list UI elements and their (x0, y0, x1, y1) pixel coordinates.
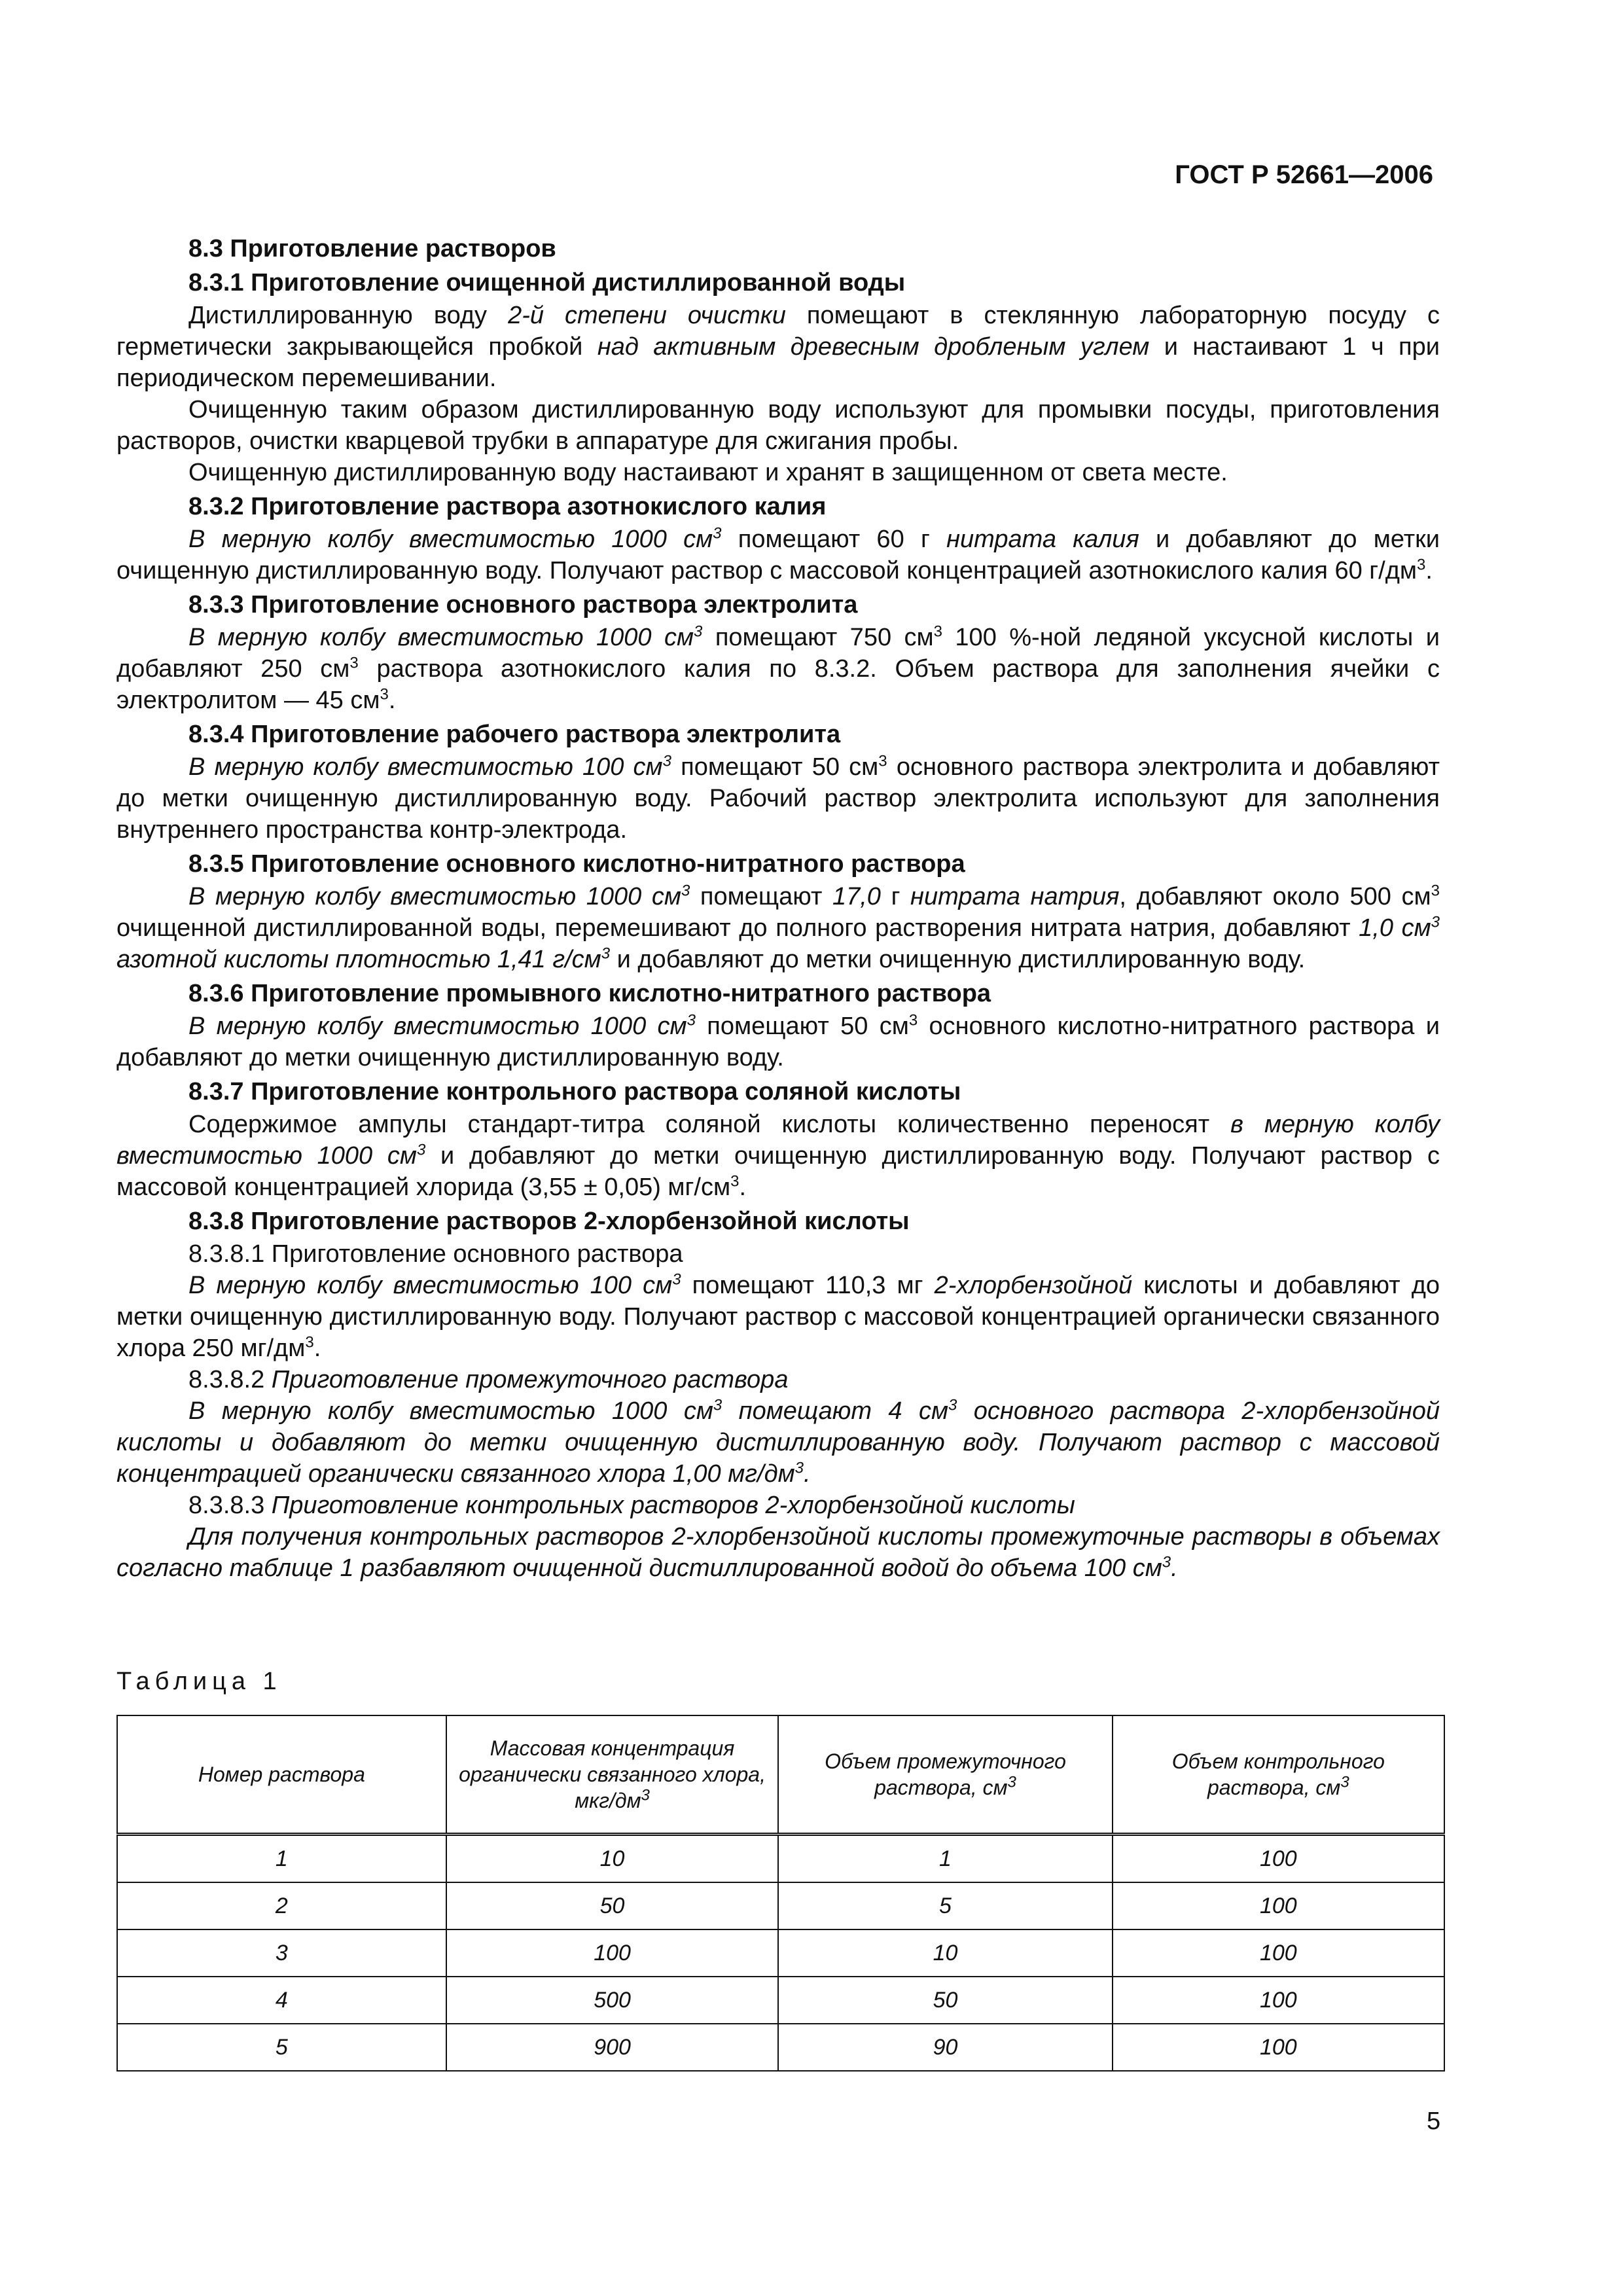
section-8-3-1-paragraph-2: Очищенную таким образом дистиллированную воду используют для промывки посуды, приготовления растворов, очистки кварцевой трубки в аппаратуре для сжигания пробы. (116, 396, 1440, 455)
section-8-3-3-heading: 8.3.3 Приготовление основного раствора электролита (188, 591, 858, 619)
table-cell: 5 (778, 1882, 1112, 1929)
section-8-3-8-1-heading: 8.3.8.1 Приготовление основного раствора (188, 1240, 683, 1268)
section-8-3-3-paragraph: В мерную колбу вместимостью 1000 $см^3$ помещают 750 $см^3$ 100 %-ной ледяной уксусной кислоты и добавляют 250 $см^3$ раствора азотнокислого калия по 8.3.2. Объем раствора для заполнения ячейки с электролитом — 45 $см^3$. (116, 622, 1440, 714)
table-cell: 900 (446, 2024, 779, 2071)
header-solution-number: Номер раствора (117, 1715, 446, 1835)
header-control-volume: Объем контрольного раствора, $см^3$ (1113, 1715, 1444, 1835)
section-8-3-5-heading: 8.3.5 Приготовление основного кислотно-нитратного раствора (188, 850, 965, 878)
table-row (117, 1835, 1444, 1883)
table-cell: 2 (117, 1882, 446, 1929)
page-number: 5 (1427, 2108, 1441, 2135)
data-table (116, 1715, 1445, 2072)
section-8-3-4-paragraph: В мерную колбу вместимостью 100 $см^3$ помещают 50 $см^3$ основного раствора электролита и добавляют до метки очищенную дистиллированную воду. Рабочий раствор электролита используют для заполнения внутреннего пространства контр-электрода. (116, 752, 1440, 844)
table-cell: 90 (778, 2024, 1112, 2071)
section-8-3-8-2-heading: 8.3.8.2 Приготовление промежуточного раствора (188, 1366, 789, 1393)
table-row (117, 1929, 1444, 1977)
table-cell: 3 (117, 1929, 446, 1977)
section-8-3-5-paragraph: В мерную колбу вместимостью 1000 $см^3$ помещают 17,0 г нитрата натрия, добавляют около 500 $см^3$ очищенной дистиллированной воды, перемешивают до полного растворения нитрата натрия, добавляют 1,0 $см^3$ азотной кислоты плотностью 1,41 $г/см^3$ и добавляют до метки очищенную дистиллированную воду. (116, 882, 1440, 973)
table-cell: 500 (446, 1977, 779, 2024)
section-8-3-7-heading: 8.3.7 Приготовление контрольного раствора соляной кислоты (188, 1078, 961, 1105)
document-body (116, 230, 1440, 1584)
table-cell: 100 (1113, 1929, 1444, 1977)
table-cell: 100 (446, 1929, 779, 1977)
table-cell: 10 (778, 1929, 1112, 1977)
section-8-3-1-paragraph-1: Дистиллированную воду 2-й степени очистки помещают в стеклянную лабораторную посуду с герметически закрывающейся пробкой над активным древесным дробленым углем и настаивают 1 ч при периодическом перемешивании. (116, 302, 1440, 392)
section-8-3-8-heading: 8.3.8 Приготовление растворов 2-хлорбензойной кислоты (188, 1208, 910, 1235)
table-cell: 5 (117, 2024, 446, 2071)
section-8-3-1-paragraph-3: Очищенную дистиллированную воду настаивают и хранят в защищенном от света месте. (188, 459, 1228, 486)
section-8-3-7-paragraph: Содержимое ампулы стандарт-титра соляной кислоты количественно переносят в мерную колбу вместимостью 1000 $см^3$ и добавляют до метки очищенную дистиллированную воду. Получают раствор с массовой концентрацией хлорида (3,55 ± 0,05) $мг/см^3$. (116, 1111, 1440, 1201)
standard-number: ГОСТ Р 52661—2006 (1175, 160, 1433, 189)
table-cell: 100 (1113, 1977, 1444, 2024)
section-8-3-8-1-paragraph: В мерную колбу вместимостью 100 $см^3$ помещают 110,3 мг 2-хлорбензойной кислоты и добавляют до метки очищенную дистиллированную воду. Получают раствор с массовой концентрацией органически связанного хлора 250 $мг/дм^3$. (116, 1270, 1440, 1362)
table-cell: 100 (1113, 1835, 1444, 1883)
header-intermediate-volume: Объем промежуточного раствора, $см^3$ (778, 1715, 1112, 1835)
section-8-3-8-3-heading: 8.3.8.3 Приготовление контрольных растворов 2-хлорбензойной кислоты (188, 1492, 1075, 1519)
section-8-3-8-2-paragraph: В мерную колбу вместимостью 1000 $см^3$ помещают 4 $см^3$ основного раствора 2-хлорбензойной кислоты и добавляют до метки очищенную дистиллированную воду. Получают раствор с массовой концентрацией органически связанного хлора 1,00 $мг/дм^3$. (116, 1396, 1440, 1488)
section-8-3-1-heading: 8.3.1 Приготовление очищенной дистиллированной воды (188, 269, 906, 296)
table-cell: 100 (1113, 2024, 1444, 2071)
section-8-3-8-3-paragraph: Для получения контрольных растворов 2-хлорбензойной кислоты промежуточные растворы в объемах согласно таблице 1 разбавляют очищенной дистиллированной водой до объема 100 $см^3$. (116, 1523, 1440, 1582)
section-8-3-6-paragraph: В мерную колбу вместимостью 1000 $см^3$ помещают 50 $см^3$ основного кислотно-нитратного раствора и добавляют до метки очищенную дистиллированную воду. (116, 1011, 1440, 1071)
section-8-3-2-paragraph: В мерную колбу вместимостью 1000 $см^3$ помещают 60 г нитрата калия и добавляют до метки очищенную дистиллированную воду. Получают раствор с массовой концентрацией азотнокислого калия 60 $г/дм^3$. (116, 524, 1440, 584)
section-8-3-4-heading: 8.3.4 Приготовление рабочего раствора электролита (188, 721, 841, 748)
table-cell: 1 (117, 1835, 446, 1883)
section-8-3-heading: 8.3 Приготовление растворов (188, 235, 556, 262)
table-row (117, 2024, 1444, 2071)
table-cell: 100 (1113, 1882, 1444, 1929)
table-caption: Таблица 1 (116, 1668, 282, 1695)
header-concentration: Массовая концентрация органически связанного хлора, мкг/$дм^3$ (446, 1715, 779, 1835)
table-row (117, 1977, 1444, 2024)
table-cell: 1 (778, 1835, 1112, 1883)
section-8-3-6-heading: 8.3.6 Приготовление промывного кислотно-нитратного раствора (188, 980, 991, 1007)
table-cell: 4 (117, 1977, 446, 2024)
table-cell: 10 (446, 1835, 779, 1883)
section-8-3-2-heading: 8.3.2 Приготовление раствора азотнокислого калия (188, 493, 827, 520)
table-header-row (117, 1715, 1444, 1835)
table-cell: 50 (446, 1882, 779, 1929)
table-cell: 50 (778, 1977, 1112, 2024)
table-row (117, 1882, 1444, 1929)
